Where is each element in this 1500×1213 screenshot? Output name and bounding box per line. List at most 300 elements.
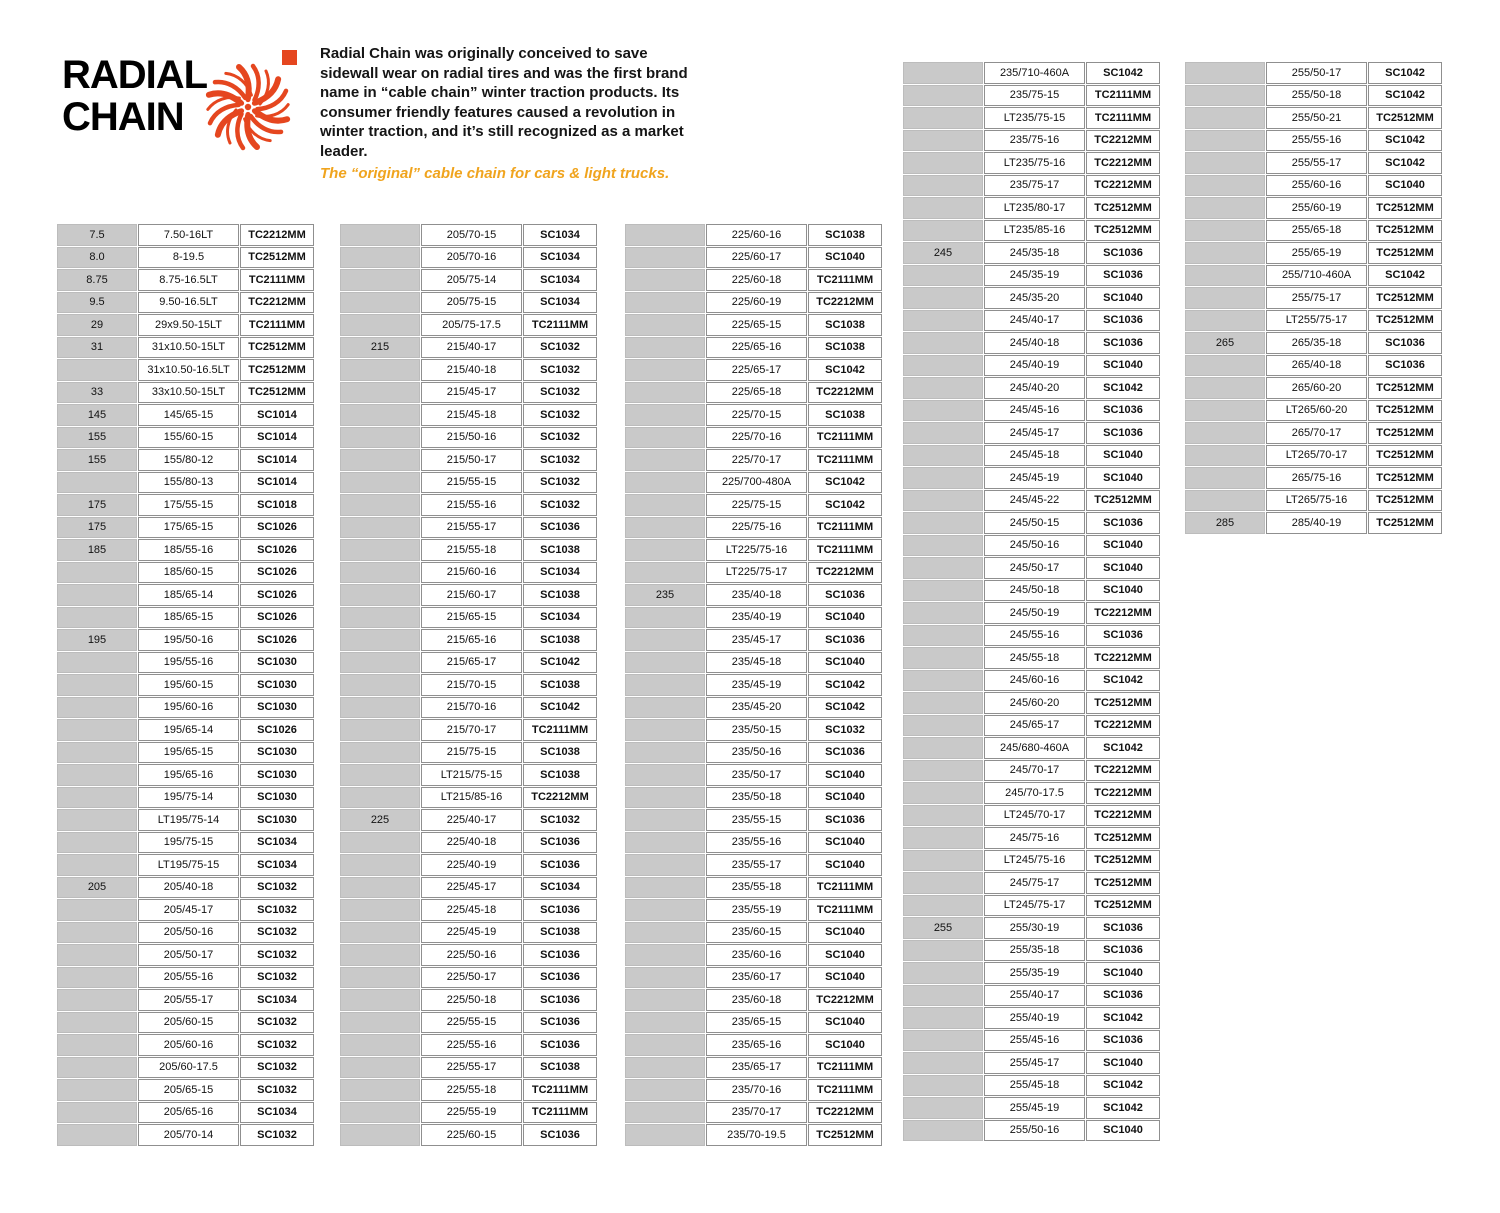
tire-size-cell: 225/60-16	[706, 224, 807, 246]
tire-size-cell: LT195/75-14	[138, 809, 239, 831]
table-row	[57, 832, 315, 854]
part-number-cell: SC1040	[1086, 535, 1160, 557]
table-row	[625, 337, 883, 359]
group-cell	[903, 467, 983, 489]
table-row	[903, 175, 1161, 197]
tire-size-cell: 215/70-15	[421, 674, 522, 696]
tire-size-cell: LT235/85-16	[984, 220, 1085, 242]
part-number-cell: TC2212MM	[1086, 152, 1160, 174]
table-row	[625, 472, 883, 494]
table-row	[903, 445, 1161, 467]
group-cell	[625, 854, 705, 876]
table-row	[625, 967, 883, 989]
group-cell	[340, 719, 420, 741]
group-cell	[340, 742, 420, 764]
group-cell	[340, 427, 420, 449]
part-number-cell: SC1032	[523, 359, 597, 381]
table-row	[57, 629, 315, 651]
tire-size-cell: 225/700-480A	[706, 472, 807, 494]
tire-size-cell: 255/45-19	[984, 1097, 1085, 1119]
part-number-cell: SC1036	[523, 944, 597, 966]
tire-size-cell: 205/60-16	[138, 1034, 239, 1056]
group-cell	[625, 967, 705, 989]
table-row	[340, 449, 598, 471]
tire-size-cell: 245/65-17	[984, 715, 1085, 737]
tire-size-cell: 225/60-18	[706, 269, 807, 291]
table-row	[625, 494, 883, 516]
group-cell	[903, 760, 983, 782]
part-number-cell: TC2111MM	[808, 1057, 882, 1079]
table-row	[903, 580, 1161, 602]
tire-size-cell: 225/55-18	[421, 1079, 522, 1101]
table-row	[340, 652, 598, 674]
group-cell	[1185, 400, 1265, 422]
table-row	[340, 1102, 598, 1124]
table-row	[57, 877, 315, 899]
group-cell	[340, 382, 420, 404]
part-number-cell: SC1032	[523, 809, 597, 831]
group-cell	[903, 737, 983, 759]
part-number-cell: SC1018	[240, 494, 314, 516]
table-row	[903, 400, 1161, 422]
part-number-cell: SC1014	[240, 427, 314, 449]
group-cell	[625, 764, 705, 786]
tire-size-cell: 235/60-18	[706, 989, 807, 1011]
table-row	[903, 377, 1161, 399]
group-cell	[340, 1102, 420, 1124]
tire-size-cell: 235/40-19	[706, 607, 807, 629]
group-cell: 145	[57, 404, 137, 426]
part-number-cell: SC1040	[808, 832, 882, 854]
part-number-cell: SC1034	[523, 269, 597, 291]
part-number-cell: SC1036	[523, 832, 597, 854]
group-cell	[57, 1102, 137, 1124]
group-cell	[903, 220, 983, 242]
group-cell	[903, 512, 983, 534]
part-number-cell: SC1032	[523, 472, 597, 494]
group-cell: 8.75	[57, 269, 137, 291]
tire-size-cell: 235/40-18	[706, 584, 807, 606]
group-cell: 225	[340, 809, 420, 831]
tire-size-cell: 235/50-18	[706, 787, 807, 809]
part-number-cell: TC2512MM	[1086, 850, 1160, 872]
group-cell	[1185, 197, 1265, 219]
table-row	[1185, 85, 1443, 107]
group-cell	[625, 922, 705, 944]
part-number-cell: SC1036	[523, 967, 597, 989]
group-cell	[1185, 265, 1265, 287]
tire-size-cell: 205/55-16	[138, 967, 239, 989]
group-cell	[340, 1034, 420, 1056]
table-row	[903, 152, 1161, 174]
logo-red-square	[282, 50, 297, 65]
part-number-cell: SC1030	[240, 697, 314, 719]
tire-size-cell: 235/60-17	[706, 967, 807, 989]
table-row	[340, 944, 598, 966]
table-row	[625, 854, 883, 876]
part-number-cell: TC2111MM	[523, 1079, 597, 1101]
group-cell	[1185, 242, 1265, 264]
group-cell	[340, 697, 420, 719]
tire-size-cell: 215/60-16	[421, 562, 522, 584]
table-row	[1185, 332, 1443, 354]
table-row	[57, 742, 315, 764]
table-row	[625, 1102, 883, 1124]
table-row	[903, 62, 1161, 84]
table-row	[903, 805, 1161, 827]
tire-size-cell: 235/60-16	[706, 944, 807, 966]
group-cell	[903, 107, 983, 129]
tire-size-cell: 205/75-15	[421, 292, 522, 314]
group-cell	[340, 629, 420, 651]
group-cell	[625, 1057, 705, 1079]
table-row	[625, 382, 883, 404]
part-number-cell: TC2512MM	[1086, 895, 1160, 917]
tire-size-cell: LT255/75-17	[1266, 310, 1367, 332]
table-row	[625, 922, 883, 944]
group-cell	[625, 1034, 705, 1056]
part-number-cell: SC1014	[240, 404, 314, 426]
group-cell	[625, 1079, 705, 1101]
part-number-cell: SC1036	[808, 629, 882, 651]
table-row	[625, 832, 883, 854]
part-number-cell: SC1036	[523, 1034, 597, 1056]
tire-size-cell: 205/60-17.5	[138, 1057, 239, 1079]
table-row	[340, 899, 598, 921]
group-cell	[57, 697, 137, 719]
part-number-cell: SC1038	[523, 1057, 597, 1079]
tire-size-cell: 255/50-21	[1266, 107, 1367, 129]
group-cell	[57, 967, 137, 989]
part-number-cell: SC1026	[240, 562, 314, 584]
part-number-cell: TC2512MM	[1086, 220, 1160, 242]
tire-size-cell: 235/75-17	[984, 175, 1085, 197]
tire-size-cell: 265/35-18	[1266, 332, 1367, 354]
part-number-cell: TC2111MM	[808, 899, 882, 921]
group-cell	[340, 989, 420, 1011]
part-number-cell: SC1034	[523, 292, 597, 314]
tire-size-cell: 245/40-18	[984, 332, 1085, 354]
table-row	[340, 607, 598, 629]
tire-size-cell: 245/60-20	[984, 692, 1085, 714]
group-cell	[625, 1124, 705, 1146]
group-cell	[340, 359, 420, 381]
table-row	[1185, 152, 1443, 174]
part-number-cell: TC2512MM	[1086, 692, 1160, 714]
table-row	[57, 1057, 315, 1079]
table-row	[57, 269, 315, 291]
table-row	[57, 944, 315, 966]
group-cell	[903, 670, 983, 692]
table-row	[340, 472, 598, 494]
tire-size-cell: LT265/60-20	[1266, 400, 1367, 422]
tire-size-cell: 255/710-460A	[1266, 265, 1367, 287]
part-number-cell: SC1030	[240, 674, 314, 696]
tire-size-cell: 225/40-18	[421, 832, 522, 854]
table-row	[340, 427, 598, 449]
tire-size-cell: 9.50-16.5LT	[138, 292, 239, 314]
tire-size-cell: LT235/75-16	[984, 152, 1085, 174]
table-row	[340, 1124, 598, 1146]
table-row	[625, 359, 883, 381]
part-number-cell: SC1042	[808, 697, 882, 719]
group-cell: 205	[57, 877, 137, 899]
part-number-cell: SC1038	[523, 922, 597, 944]
table-row	[625, 247, 883, 269]
group-cell	[625, 787, 705, 809]
part-number-cell: TC2111MM	[523, 719, 597, 741]
group-cell	[625, 944, 705, 966]
group-cell	[340, 314, 420, 336]
table-row	[625, 809, 883, 831]
group-cell	[903, 580, 983, 602]
part-number-cell: TC2212MM	[1086, 805, 1160, 827]
tire-size-cell: 235/70-19.5	[706, 1124, 807, 1146]
part-number-cell: SC1032	[240, 1012, 314, 1034]
tire-size-cell: 8-19.5	[138, 247, 239, 269]
table-row	[625, 584, 883, 606]
tire-size-cell: LT215/85-16	[421, 787, 522, 809]
part-number-cell: TC2212MM	[808, 292, 882, 314]
tire-size-cell: 245/55-16	[984, 625, 1085, 647]
table-row	[903, 1120, 1161, 1142]
group-cell	[903, 355, 983, 377]
tire-size-cell: LT195/75-15	[138, 854, 239, 876]
table-row	[903, 287, 1161, 309]
group-cell	[903, 715, 983, 737]
table-row	[903, 85, 1161, 107]
group-cell	[57, 944, 137, 966]
part-number-cell: SC1042	[1368, 62, 1442, 84]
group-cell	[340, 404, 420, 426]
group-cell	[625, 292, 705, 314]
part-number-cell: TC2512MM	[1368, 377, 1442, 399]
part-number-cell: SC1032	[240, 1057, 314, 1079]
group-cell: 8.0	[57, 247, 137, 269]
table-row	[57, 719, 315, 741]
tire-size-cell: 235/60-15	[706, 922, 807, 944]
group-cell	[1185, 445, 1265, 467]
size-table-column-2	[340, 224, 598, 1147]
brand-logo	[60, 48, 305, 173]
group-cell	[903, 197, 983, 219]
table-row	[57, 989, 315, 1011]
part-number-cell: SC1036	[523, 854, 597, 876]
part-number-cell: SC1032	[240, 967, 314, 989]
group-cell	[625, 809, 705, 831]
tire-size-cell: 225/40-17	[421, 809, 522, 831]
tire-size-cell: 215/65-16	[421, 629, 522, 651]
table-row	[903, 895, 1161, 917]
group-cell	[625, 1102, 705, 1124]
tire-size-cell: 265/75-16	[1266, 467, 1367, 489]
table-row	[57, 427, 315, 449]
tire-size-cell: 235/55-16	[706, 832, 807, 854]
part-number-cell: TC2512MM	[1368, 242, 1442, 264]
part-number-cell: TC2512MM	[1086, 827, 1160, 849]
group-cell	[903, 175, 983, 197]
part-number-cell: TC2111MM	[808, 539, 882, 561]
table-row	[57, 404, 315, 426]
tire-size-cell: 195/50-16	[138, 629, 239, 651]
part-number-cell: SC1038	[808, 404, 882, 426]
tire-size-cell: 225/70-15	[706, 404, 807, 426]
part-number-cell: SC1034	[523, 607, 597, 629]
part-number-cell: SC1042	[1368, 130, 1442, 152]
tire-size-cell: 245/55-18	[984, 647, 1085, 669]
part-number-cell: TC2512MM	[1086, 872, 1160, 894]
table-row	[57, 764, 315, 786]
part-number-cell: SC1042	[1086, 1007, 1160, 1029]
part-number-cell: TC2212MM	[1086, 647, 1160, 669]
group-cell: 215	[340, 337, 420, 359]
group-cell	[625, 494, 705, 516]
part-number-cell: SC1038	[808, 224, 882, 246]
table-row	[1185, 107, 1443, 129]
tire-size-cell: 215/45-18	[421, 404, 522, 426]
table-row	[1185, 197, 1443, 219]
group-cell	[340, 1124, 420, 1146]
group-cell	[57, 1057, 137, 1079]
part-number-cell: SC1040	[1086, 1052, 1160, 1074]
group-cell	[625, 674, 705, 696]
part-number-cell: SC1030	[240, 764, 314, 786]
tire-size-cell: 255/55-17	[1266, 152, 1367, 174]
table-row	[340, 877, 598, 899]
group-cell	[57, 832, 137, 854]
part-number-cell: SC1036	[808, 584, 882, 606]
table-row	[903, 827, 1161, 849]
group-cell	[1185, 175, 1265, 197]
table-row	[625, 607, 883, 629]
part-number-cell: TC2512MM	[1368, 445, 1442, 467]
part-number-cell: SC1032	[240, 944, 314, 966]
group-cell	[340, 517, 420, 539]
tire-size-cell: 265/60-20	[1266, 377, 1367, 399]
table-row	[625, 292, 883, 314]
tire-size-cell: 225/55-16	[421, 1034, 522, 1056]
part-number-cell: SC1038	[523, 674, 597, 696]
group-cell	[340, 247, 420, 269]
tire-size-cell: 255/60-16	[1266, 175, 1367, 197]
tire-size-cell: 225/55-15	[421, 1012, 522, 1034]
part-number-cell: TC2512MM	[1368, 197, 1442, 219]
group-cell	[903, 872, 983, 894]
group-cell	[625, 337, 705, 359]
tire-size-cell: 185/55-16	[138, 539, 239, 561]
part-number-cell: SC1040	[1368, 175, 1442, 197]
tire-size-cell: 215/55-16	[421, 494, 522, 516]
table-row	[57, 224, 315, 246]
group-cell	[57, 787, 137, 809]
group-cell	[903, 445, 983, 467]
tire-size-cell: 235/65-15	[706, 1012, 807, 1034]
part-number-cell: SC1040	[1086, 557, 1160, 579]
table-row	[903, 1007, 1161, 1029]
table-row	[625, 562, 883, 584]
logo-text	[62, 54, 207, 138]
tire-size-cell: 225/50-17	[421, 967, 522, 989]
table-row	[625, 989, 883, 1011]
part-number-cell: SC1036	[1086, 985, 1160, 1007]
table-row	[340, 562, 598, 584]
tire-size-cell: 245/50-17	[984, 557, 1085, 579]
group-cell	[340, 787, 420, 809]
part-number-cell: SC1042	[523, 697, 597, 719]
table-row	[903, 130, 1161, 152]
part-number-cell: TC2212MM	[1086, 715, 1160, 737]
part-number-cell: TC2212MM	[1086, 175, 1160, 197]
table-row	[903, 557, 1161, 579]
tire-size-cell: LT235/80-17	[984, 197, 1085, 219]
tire-size-cell: 195/60-15	[138, 674, 239, 696]
tire-size-cell: 225/45-19	[421, 922, 522, 944]
part-number-cell: SC1032	[240, 899, 314, 921]
part-number-cell: SC1042	[808, 472, 882, 494]
tire-size-cell: 245/50-18	[984, 580, 1085, 602]
group-cell	[903, 332, 983, 354]
table-row	[625, 427, 883, 449]
table-row	[57, 449, 315, 471]
group-cell	[625, 607, 705, 629]
tire-size-cell: 225/55-19	[421, 1102, 522, 1124]
table-row	[340, 967, 598, 989]
tire-size-cell: 255/50-17	[1266, 62, 1367, 84]
tire-size-cell: 205/70-15	[421, 224, 522, 246]
tire-size-cell: 245/45-16	[984, 400, 1085, 422]
part-number-cell: SC1038	[523, 742, 597, 764]
tire-size-cell: 7.50-16LT	[138, 224, 239, 246]
group-cell	[903, 400, 983, 422]
tire-size-cell: 215/70-17	[421, 719, 522, 741]
tire-size-cell: 255/45-18	[984, 1075, 1085, 1097]
group-cell	[625, 404, 705, 426]
table-row	[903, 737, 1161, 759]
table-row	[340, 1034, 598, 1056]
part-number-cell: SC1040	[1086, 287, 1160, 309]
part-number-cell: TC2512MM	[1086, 490, 1160, 512]
group-cell	[340, 1079, 420, 1101]
table-row	[1185, 512, 1443, 534]
tire-size-cell: 245/35-20	[984, 287, 1085, 309]
part-number-cell: SC1026	[240, 539, 314, 561]
table-row	[1185, 220, 1443, 242]
group-cell: 265	[1185, 332, 1265, 354]
group-cell	[625, 539, 705, 561]
part-number-cell: SC1038	[523, 539, 597, 561]
part-number-cell: SC1030	[240, 742, 314, 764]
table-row	[903, 467, 1161, 489]
group-cell	[340, 899, 420, 921]
tire-size-cell: 245/35-18	[984, 242, 1085, 264]
part-number-cell: TC2512MM	[1368, 422, 1442, 444]
part-number-cell: TC2212MM	[523, 787, 597, 809]
group-cell	[903, 377, 983, 399]
table-row	[625, 899, 883, 921]
table-row	[903, 670, 1161, 692]
tire-size-cell: 245/40-20	[984, 377, 1085, 399]
group-cell	[340, 449, 420, 471]
table-row	[1185, 445, 1443, 467]
table-row	[903, 490, 1161, 512]
table-row	[903, 647, 1161, 669]
group-cell	[903, 85, 983, 107]
tire-size-cell: 245/75-16	[984, 827, 1085, 849]
tire-size-cell: 255/45-16	[984, 1030, 1085, 1052]
group-cell	[903, 625, 983, 647]
intro-paragraph: Radial Chain was originally conceived to save sidewall wear on radial tires and was the first brand name in “cable chain” winter traction products. Its consumer friendly features caused a revolution in winter traction, and it’s still recognized as a market leader.	[320, 45, 688, 160]
tire-size-cell: 245/70-17	[984, 760, 1085, 782]
